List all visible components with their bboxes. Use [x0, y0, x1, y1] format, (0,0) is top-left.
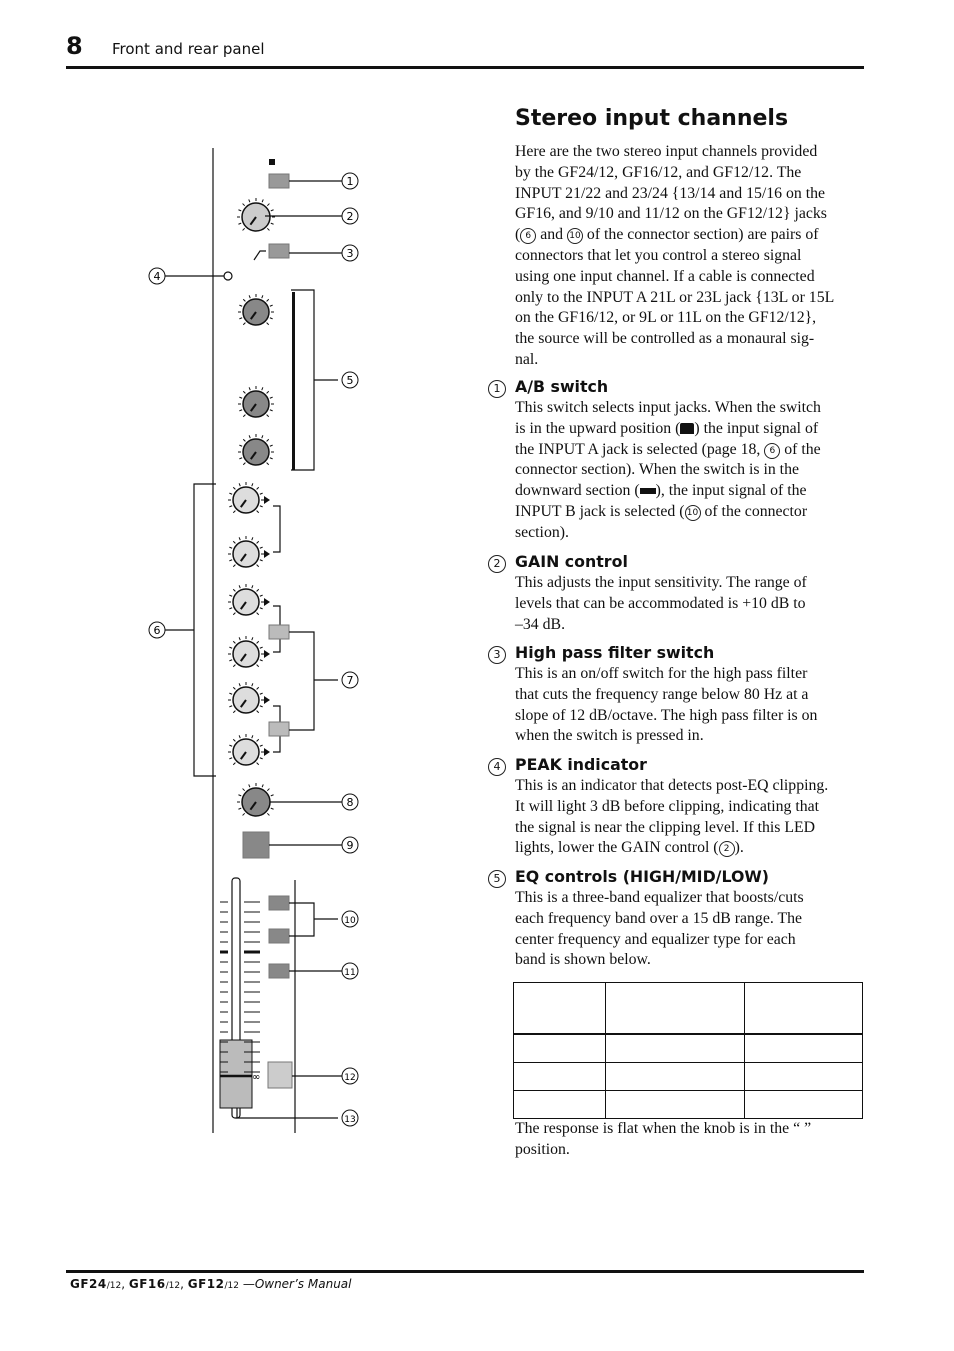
- item-number: 4: [488, 758, 506, 776]
- intro-line: Here are the two stereo input channels provided: [515, 143, 818, 160]
- knob-tick: [270, 397, 273, 398]
- knob-tick: [239, 397, 242, 398]
- knob-tick: [229, 608, 232, 609]
- intro-line: using one input channel. If a cable is connected: [515, 267, 815, 285]
- aux-bracket: [273, 506, 280, 552]
- knob-tick: [262, 387, 263, 390]
- knob-tick: [270, 318, 273, 319]
- callout-number: 7: [346, 674, 354, 687]
- callout-number: 12: [344, 1073, 356, 1083]
- knob-tick: [239, 410, 242, 411]
- knob-tick: [249, 435, 250, 438]
- knob-tick: [270, 445, 273, 446]
- knob-tick: [239, 458, 242, 459]
- knob-tick: [233, 641, 235, 643]
- knob-tick: [271, 223, 274, 224]
- knob-tick: [267, 391, 269, 393]
- footer-rule: [66, 1270, 864, 1273]
- intro-line: GF16, and 9/10 and 11/12 on the GF12/12} jacks: [515, 205, 827, 223]
- callout-number: 10: [344, 916, 356, 926]
- aux-arrow-icon: [264, 696, 270, 704]
- knob-tick: [270, 410, 273, 411]
- knob-tick: [229, 693, 232, 694]
- knob-tick: [229, 493, 232, 494]
- intro-line: only to the INPUT A 21L or 23L jack {13L or 15L: [515, 288, 835, 306]
- item-description-line: downward section ( ), the input signal of the: [515, 482, 807, 500]
- knob-tick: [257, 739, 259, 741]
- hpf-switch: [269, 244, 289, 258]
- knob-tick: [243, 204, 245, 206]
- knob-tick: [249, 387, 250, 390]
- knob-tick: [260, 608, 263, 609]
- knob-tick: [267, 789, 269, 791]
- pfl-switch: [268, 1062, 292, 1088]
- footer-model-1: GF24: [70, 1277, 107, 1291]
- item-description-line: This is a three-band equalizer that boosts/cuts: [515, 889, 804, 906]
- knob-tick: [233, 739, 235, 741]
- knob-tick: [229, 506, 232, 507]
- item-description-line: is in the upward position ( ) the input signal of: [515, 419, 819, 437]
- callout-number: 1: [346, 175, 354, 188]
- table-note-line: position.: [515, 1140, 570, 1158]
- knob-tick: [229, 660, 232, 661]
- knob-tick: [238, 210, 241, 211]
- knob-tick: [243, 463, 245, 465]
- knob-tick: [229, 595, 232, 596]
- knob-tick: [229, 647, 232, 648]
- knob-tick: [260, 506, 263, 507]
- group-switch: [269, 929, 289, 943]
- intro-line: nal.: [515, 351, 539, 368]
- knob-tick: [267, 228, 269, 230]
- knob-tick: [267, 439, 269, 441]
- knob-tick: [260, 706, 263, 707]
- knob-tick: [243, 391, 245, 393]
- knob-tick: [229, 706, 232, 707]
- knob-tick: [262, 199, 263, 202]
- knob-tick: [260, 758, 263, 759]
- knob-tick: [257, 687, 259, 689]
- item-description-line: This is an indicator that detects post-EQ clipping.: [515, 777, 829, 794]
- callout-leader: [237, 1108, 338, 1118]
- intro-line: on the GF16/12, or 9L or 11L on the GF12/12},: [515, 309, 817, 327]
- callout-number: 8: [346, 796, 354, 809]
- knob-tick: [239, 735, 240, 738]
- group-switch: [269, 896, 289, 910]
- knob-tick: [267, 415, 269, 417]
- item-description-line: connector section). When the switch is in the: [515, 461, 799, 479]
- callout-leader: [289, 903, 338, 936]
- aux-arrow-icon: [264, 650, 270, 658]
- knob-tick: [252, 585, 253, 588]
- circled-number: 2: [719, 841, 735, 857]
- knob-tick: [239, 537, 240, 540]
- channel-strip-diagram: [140, 140, 380, 1140]
- item-description-line: It will light 3 dB before clipping, indicating that: [515, 797, 820, 815]
- knob-tick: [267, 323, 269, 325]
- circled-number: 6: [764, 443, 780, 459]
- knob-tick: [270, 458, 273, 459]
- knob-tick: [260, 660, 263, 661]
- aux-arrow-icon: [264, 550, 270, 558]
- item-number: 1: [488, 380, 506, 398]
- knob-tick: [239, 683, 240, 686]
- knob-tick: [243, 323, 245, 325]
- knob-tick: [238, 808, 241, 809]
- intro-line: INPUT 21/22 and 23/24 {13/14 and 15/16 on the: [515, 184, 826, 202]
- hpf-icon: [254, 251, 266, 260]
- knob-tick: [252, 483, 253, 486]
- knob-tick: [243, 415, 245, 417]
- knob-tick: [262, 784, 263, 787]
- item-description-line: This is an on/off switch for the high pass filter: [515, 665, 808, 682]
- knob-tick: [271, 210, 274, 211]
- knob-tick: [270, 305, 273, 306]
- table-note-line: The response is flat when the knob is in the “ ”: [515, 1120, 812, 1137]
- header-rule: [66, 66, 864, 69]
- item-description-line: This adjusts the input sensitivity. The range of: [515, 574, 807, 591]
- callout-leader: [289, 632, 338, 730]
- knob-tick: [252, 537, 253, 540]
- item-description-line: when the switch is pressed in.: [515, 727, 704, 745]
- fader-knob: [220, 1040, 252, 1108]
- infinity-label: ∞: [252, 1072, 261, 1083]
- item-description-line: section).: [515, 523, 569, 541]
- item-description-line: This switch selects input jacks. When the switch: [515, 399, 821, 416]
- eq-table: [513, 982, 863, 1119]
- knob-tick: [243, 299, 245, 301]
- callout-number: 11: [344, 968, 356, 978]
- callout-leader: [291, 290, 338, 470]
- knob-tick: [260, 693, 263, 694]
- knob-tick: [243, 228, 245, 230]
- item-description-line: that cuts the frequency range below 80 Hz at a: [515, 685, 809, 703]
- knob-tick: [239, 445, 242, 446]
- knob-tick: [233, 541, 235, 543]
- knob-tick: [260, 547, 263, 548]
- knob-tick: [267, 463, 269, 465]
- knob-tick: [271, 795, 274, 796]
- knob-tick: [257, 665, 259, 667]
- intro-line: the source will be controlled as a monaural sig-: [515, 330, 815, 348]
- knob-tick: [262, 295, 263, 298]
- footer: GF24/12, GF16/12, GF12/12 —Owner’s Manual: [70, 1277, 352, 1291]
- pre-switch: [269, 625, 289, 639]
- aux-arrow-icon: [264, 748, 270, 756]
- knob-tick: [243, 439, 245, 441]
- knob-tick: [257, 487, 259, 489]
- knob-tick: [239, 637, 240, 640]
- knob-tick: [267, 204, 269, 206]
- knob-tick: [239, 305, 242, 306]
- knob-tick: [260, 745, 263, 746]
- knob-tick: [257, 589, 259, 591]
- item-description-line: each frequency band over a 15 dB range. The: [515, 909, 802, 927]
- knob-tick: [260, 560, 263, 561]
- knob-tick: [233, 613, 235, 615]
- item-description-line: the INPUT A jack is selected (page 18, 6 of the: [515, 440, 821, 458]
- knob-tick: [229, 745, 232, 746]
- knob-tick: [257, 711, 259, 713]
- knob-tick: [233, 589, 235, 591]
- item-title: A/B switch: [515, 377, 609, 396]
- knob-tick: [233, 711, 235, 713]
- page-heading: Stereo input channels: [515, 106, 789, 131]
- aux-arrow-icon: [264, 496, 270, 504]
- eq-bar: [292, 292, 295, 470]
- item-title: GAIN control: [515, 552, 628, 571]
- callout-leader: [160, 484, 216, 776]
- knob-tick: [252, 683, 253, 686]
- knob-tick: [252, 637, 253, 640]
- knob-tick: [257, 565, 259, 567]
- knob-tick: [239, 318, 242, 319]
- knob-tick: [243, 813, 245, 815]
- knob-tick: [262, 435, 263, 438]
- on-button: [243, 832, 269, 858]
- switch-down-icon: [640, 488, 656, 494]
- knob-tick: [229, 547, 232, 548]
- circled-number: 6: [520, 228, 536, 244]
- knob-tick: [233, 487, 235, 489]
- section-title: Front and rear panel: [112, 40, 265, 58]
- item-description-line: levels that can be accommodated is +10 dB to: [515, 594, 806, 612]
- knob-tick: [257, 511, 259, 513]
- item-description-line: INPUT B jack is selected ( 10 of the connector: [515, 503, 808, 520]
- item-description-line: band is shown below.: [515, 951, 651, 969]
- knob-tick: [233, 511, 235, 513]
- aux-arrow-icon: [264, 598, 270, 606]
- circled-number: 10: [685, 505, 701, 521]
- knob-tick: [249, 784, 250, 787]
- knob-tick: [260, 647, 263, 648]
- item-description-line: lights, lower the GAIN control ( 2 ).: [515, 839, 744, 857]
- knob-tick: [257, 763, 259, 765]
- callout-number: 13: [344, 1115, 356, 1125]
- callout-number: 5: [346, 374, 354, 387]
- callout-number: 3: [346, 247, 354, 260]
- knob-tick: [238, 795, 241, 796]
- st-switch: [269, 964, 289, 978]
- knob-tick: [239, 483, 240, 486]
- knob-tick: [229, 560, 232, 561]
- item-title: High pass filter switch: [515, 643, 715, 662]
- switch-up-icon: [269, 159, 275, 165]
- knob-tick: [267, 299, 269, 301]
- knob-tick: [239, 585, 240, 588]
- knob-tick: [260, 493, 263, 494]
- knob-tick: [233, 565, 235, 567]
- knob-tick: [249, 295, 250, 298]
- intro-line: by the GF24/12, GF16/12, and GF12/12. The: [515, 163, 802, 181]
- item-number: 3: [488, 646, 506, 664]
- knob-tick: [229, 758, 232, 759]
- footer-manual-label: —Owner’s Manual: [242, 1277, 352, 1291]
- knob-tick: [257, 541, 259, 543]
- knob-tick: [249, 199, 250, 202]
- circled-number: 10: [567, 228, 583, 244]
- intro-line: connectors that let you control a stereo signal: [515, 247, 802, 264]
- page-number: 8: [66, 32, 83, 60]
- knob-tick: [257, 613, 259, 615]
- callout-number: 4: [153, 270, 161, 283]
- item-title: EQ controls (HIGH/MID/LOW): [515, 867, 770, 886]
- item-title: PEAK indicator: [515, 755, 647, 774]
- item-number: 5: [488, 870, 506, 888]
- footer-model-3: GF12: [187, 1277, 225, 1291]
- ab-switch: [269, 174, 289, 188]
- callout-number: 9: [346, 839, 354, 852]
- item-description-line: the signal is near the clipping level. If this LED: [515, 818, 816, 836]
- switch-up-icon: [680, 423, 694, 434]
- pre-switch: [269, 722, 289, 736]
- callout-number: 2: [346, 210, 354, 223]
- knob-tick: [233, 665, 235, 667]
- knob-tick: [257, 641, 259, 643]
- knob-tick: [243, 789, 245, 791]
- item-number: 2: [488, 555, 506, 573]
- knob-tick: [238, 223, 241, 224]
- knob-tick: [233, 763, 235, 765]
- item-description-line: slope of 12 dB/octave. The high pass filter is on: [515, 706, 818, 724]
- footer-model-2: GF16: [128, 1277, 166, 1291]
- callout-number: 6: [153, 624, 161, 637]
- knob-tick: [233, 687, 235, 689]
- item-description-line: –34 dB.: [515, 615, 566, 633]
- knob-tick: [252, 735, 253, 738]
- knob-tick: [267, 813, 269, 815]
- intro-line: ( 6 and 10 of the connector section) are pairs of: [515, 226, 819, 244]
- knob-tick: [271, 808, 274, 809]
- peak-led: [224, 272, 232, 280]
- item-description-line: center frequency and equalizer type for each: [515, 930, 796, 948]
- knob-tick: [260, 595, 263, 596]
